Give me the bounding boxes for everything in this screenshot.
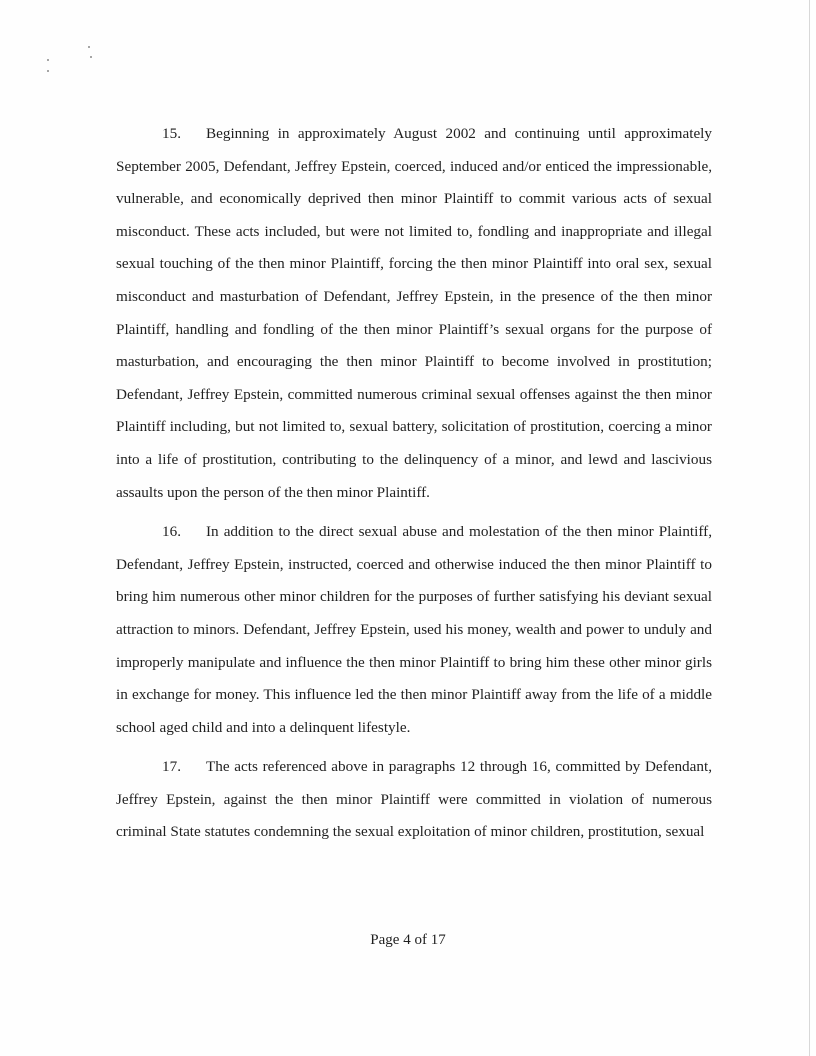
paragraph-number: 17. (162, 758, 181, 776)
page-number: Page 4 of 17 (370, 932, 446, 948)
paragraph-text: The acts referenced above in paragraphs 12 through 16, committed by Defendant, Jeffrey Epstein, against the then minor Plaintiff were committed in violation of numerous criminal State statutes condemning the sexual exploitation of minor children, prostitution, sexual (116, 758, 712, 841)
scan-speck (88, 46, 90, 48)
paragraph-text: In addition to the direct sexual abuse and molestation of the then minor Plaintiff, Defendant, Jeffrey Epstein, instructed, coerced and otherwise induced the then minor Plaintiff to bring him numerous other minor children for the purposes of further satisfying his deviant sexual attraction to minors. Defendant, Jeffrey Epstein, used his money, wealth and power to unduly and improperly manipulate and influence the then minor Plaintiff to bring him these other minor girls in exchange for money. This influence led the then minor Plaintiff away from the life of a middle school aged child and into a delinquent lifestyle. (116, 523, 712, 736)
page-footer (0, 932, 816, 949)
paragraph-16 (116, 516, 712, 744)
paragraph-number: 15. (162, 125, 181, 142)
scan-speck (47, 70, 49, 72)
paragraph-15 (116, 118, 712, 509)
page-edge-line (809, 0, 810, 1056)
paragraph-17 (116, 751, 712, 849)
paragraph-number: 16. (162, 523, 181, 541)
scan-speck (90, 56, 92, 58)
document-body (116, 118, 712, 856)
paragraph-text: Beginning in approximately August 2002 and continuing until approximately September 2005, Defendant, Jeffrey Epstein, coerced, induced and/or enticed the impressionable, vulnerable, and economically deprived then minor Plaintiff to commit various acts of sexual misconduct. These acts included, but were not limited to, fondling and inappropriate and illegal sexual touching of the then minor Plaintiff, forcing the then minor Plaintiff into oral sex, sexual misconduct and masturbation of Defendant, Jeffrey Epstein, in the presence of the then minor Plaintiff, handling and fondling of the then minor Plaintiff’s sexual organs for the purpose of masturbation, and encouraging the then minor Plaintiff to become involved in prostitution; Defendant, Jeffrey Epstein, committed numerous criminal sexual offenses against the then minor Plaintiff including, but not limited to, sexual battery, solicitation of prostitution, coercing a minor into a life of prostitution, contributing to the delinquency of a minor, and lewd and lascivious assaults upon the person of the then minor Plaintiff. (116, 125, 712, 501)
scan-speck (47, 59, 49, 61)
